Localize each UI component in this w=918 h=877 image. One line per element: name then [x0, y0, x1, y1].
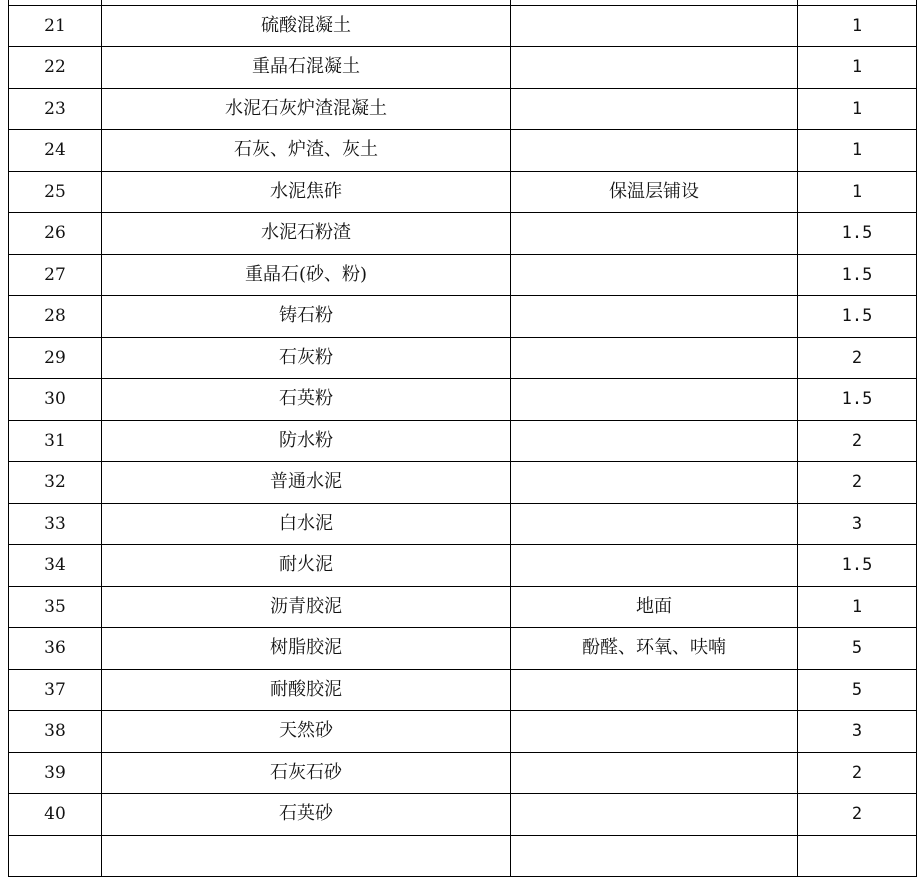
- table-row: [9, 628, 917, 670]
- row-number-cell: 37: [9, 669, 102, 711]
- remark-cell: [511, 711, 798, 753]
- remark-cell: 地面: [511, 586, 798, 628]
- table-row: [9, 171, 917, 213]
- factor-cell: 3: [798, 711, 917, 753]
- remark-cell: [511, 5, 798, 47]
- table-row: [9, 254, 917, 296]
- material-name-cell: 耐酸胶泥: [102, 669, 511, 711]
- row-number-cell: 34: [9, 545, 102, 587]
- remark-cell: [511, 296, 798, 338]
- remark-cell: [511, 47, 798, 89]
- factor-cell: 1: [798, 5, 917, 47]
- factor-cell: 2: [798, 337, 917, 379]
- material-name-cell: 防水粉: [102, 420, 511, 462]
- row-number-cell: 35: [9, 586, 102, 628]
- table-row: [9, 752, 917, 794]
- table-row: [9, 88, 917, 130]
- row-number-cell: 36: [9, 628, 102, 670]
- material-name-cell: 石英砂: [102, 794, 511, 836]
- remark-cell: [511, 752, 798, 794]
- remark-cell: [511, 669, 798, 711]
- material-name-cell: 石灰粉: [102, 337, 511, 379]
- material-name-cell: 重晶石(砂、粉): [102, 254, 511, 296]
- material-name-cell: 普通水泥: [102, 462, 511, 504]
- factor-cell: 1.5: [798, 296, 917, 338]
- remark-cell: [511, 130, 798, 172]
- table-row: [9, 545, 917, 587]
- material-name-cell: 沥青胶泥: [102, 586, 511, 628]
- material-name-cell: 硫酸混凝土: [102, 5, 511, 47]
- material-name-cell: 石灰石砂: [102, 752, 511, 794]
- table-row: [9, 586, 917, 628]
- cell-empty: [9, 835, 102, 877]
- row-number-cell: 32: [9, 462, 102, 504]
- table-row: [9, 794, 917, 836]
- material-name-cell: 水泥焦砟: [102, 171, 511, 213]
- material-name-cell: 石英粉: [102, 379, 511, 421]
- factor-cell: 1: [798, 171, 917, 213]
- material-loss-table: [8, 0, 917, 877]
- row-number-cell: 21: [9, 5, 102, 47]
- factor-cell: 1.5: [798, 379, 917, 421]
- remark-cell: 保温层铺设: [511, 171, 798, 213]
- material-name-cell: 水泥石粉渣: [102, 213, 511, 255]
- table-row: [9, 462, 917, 504]
- row-number-cell: 23: [9, 88, 102, 130]
- table-row: [9, 669, 917, 711]
- material-name-cell: 树脂胶泥: [102, 628, 511, 670]
- row-number-cell: 25: [9, 171, 102, 213]
- row-number-cell: 33: [9, 503, 102, 545]
- row-number-cell: 31: [9, 420, 102, 462]
- factor-cell: 1.5: [798, 213, 917, 255]
- material-name-cell: 重晶石混凝土: [102, 47, 511, 89]
- remark-cell: [511, 545, 798, 587]
- table-row: [9, 337, 917, 379]
- row-number-cell: 24: [9, 130, 102, 172]
- row-number-cell: 26: [9, 213, 102, 255]
- remark-cell: [511, 420, 798, 462]
- table-row: [9, 213, 917, 255]
- factor-cell: 2: [798, 462, 917, 504]
- material-name-cell: 水泥石灰炉渣混凝土: [102, 88, 511, 130]
- table-row: [9, 503, 917, 545]
- table-row: [9, 47, 917, 89]
- factor-cell: 5: [798, 669, 917, 711]
- row-number-cell: 22: [9, 47, 102, 89]
- remark-cell: [511, 213, 798, 255]
- material-name-cell: 天然砂: [102, 711, 511, 753]
- table-row-partial-bottom: [9, 835, 917, 877]
- remark-cell: [511, 254, 798, 296]
- table-row: [9, 420, 917, 462]
- factor-cell: 1: [798, 47, 917, 89]
- cell-empty: [511, 835, 798, 877]
- remark-cell: 酚醛、环氧、呋喃: [511, 628, 798, 670]
- factor-cell: 3: [798, 503, 917, 545]
- material-name-cell: 白水泥: [102, 503, 511, 545]
- table-row: [9, 130, 917, 172]
- cell-empty: [798, 835, 917, 877]
- table-row: [9, 711, 917, 753]
- factor-cell: 2: [798, 420, 917, 462]
- row-number-cell: 28: [9, 296, 102, 338]
- factor-cell: 1.5: [798, 254, 917, 296]
- factor-cell: 2: [798, 752, 917, 794]
- factor-cell: 1: [798, 88, 917, 130]
- material-name-cell: 石灰、炉渣、灰土: [102, 130, 511, 172]
- material-name-cell: 耐火泥: [102, 545, 511, 587]
- row-number-cell: 30: [9, 379, 102, 421]
- table-row: [9, 379, 917, 421]
- remark-cell: [511, 794, 798, 836]
- row-number-cell: 39: [9, 752, 102, 794]
- remark-cell: [511, 337, 798, 379]
- row-number-cell: 29: [9, 337, 102, 379]
- remark-cell: [511, 462, 798, 504]
- factor-cell: 1.5: [798, 545, 917, 587]
- table-row: [9, 5, 917, 47]
- factor-cell: 5: [798, 628, 917, 670]
- row-number-cell: 40: [9, 794, 102, 836]
- table-body: [9, 0, 917, 877]
- material-name-cell: 铸石粉: [102, 296, 511, 338]
- row-number-cell: 38: [9, 711, 102, 753]
- remark-cell: [511, 503, 798, 545]
- factor-cell: 2: [798, 794, 917, 836]
- remark-cell: [511, 379, 798, 421]
- remark-cell: [511, 88, 798, 130]
- table-row: [9, 296, 917, 338]
- row-number-cell: 27: [9, 254, 102, 296]
- cell-empty: [102, 835, 511, 877]
- factor-cell: 1: [798, 586, 917, 628]
- factor-cell: 1: [798, 130, 917, 172]
